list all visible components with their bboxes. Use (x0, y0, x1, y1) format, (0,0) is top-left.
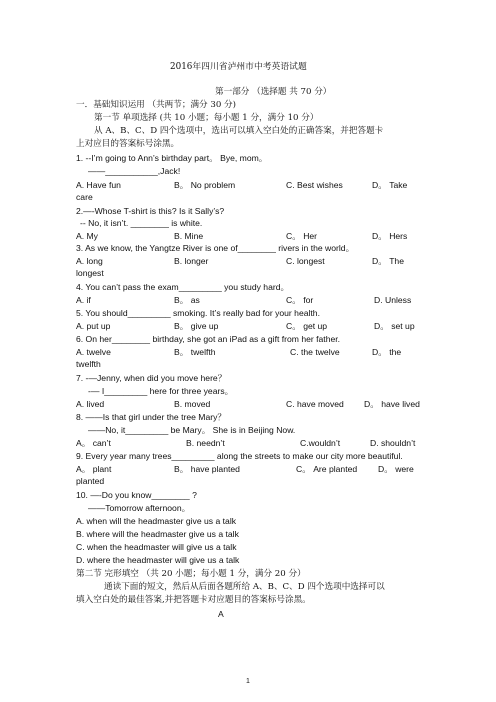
q1-option-b: B。 No problem (174, 180, 236, 190)
exam-title: 2016年四川省泸州市中考英语试题 (170, 62, 307, 72)
question-5: 5. You should_________ smoking. It’s really bad for your health. (76, 308, 320, 318)
question-7-response: -— I_________ here for three years。 (88, 386, 234, 396)
q5-option-d: D。 set up (374, 321, 415, 331)
question-1-response: ——___________,Jack! (88, 166, 181, 176)
q7-option-c: C. have moved (286, 399, 344, 409)
q8-option-b: B. needn’t (186, 438, 225, 448)
q3-option-d: D。 The (372, 256, 404, 266)
q5-option-c: C。 get up (286, 321, 328, 331)
question-6: 6. On her________ birthday, she got an iPad as a gift from her father. (76, 334, 341, 344)
q6-option-c: C. the twelve (290, 347, 340, 357)
question-1: 1. --I’m going to Ann’s birthday part。 Bye, mom。 (76, 153, 268, 163)
q6-option-d-continued: twelfth (76, 359, 101, 369)
question-3: 3. As we know, the Yangtze River is one of________ rivers in the world。 (76, 243, 355, 253)
q4-option-b: B。 as (174, 295, 200, 305)
q4-option-a: A. if (76, 295, 91, 305)
q3-option-c: C. longest (286, 256, 325, 266)
q9-option-a: A。 plant (76, 464, 112, 474)
q2-option-a: A. My (76, 231, 98, 241)
q9-option-c: C。 Are planted (296, 464, 358, 474)
q2-option-d: D。 Hers (372, 231, 408, 241)
question-8-response: ——No, it_________ be Mary。 She is in Beijing Now. (88, 425, 296, 435)
question-10: 10. —-Do you know________ ? (76, 490, 197, 500)
q10-option-a: A. when will the headmaster give us a talk (76, 516, 237, 526)
q9-option-d: D。 were (378, 464, 414, 474)
q6-option-a: A. twelve (76, 347, 111, 357)
q3-option-b: B. longer (174, 256, 209, 266)
section-two-instructions-2: 填入空白处的最佳答案,并把答题卡对应题目的答案标号涂黑。 (76, 595, 311, 605)
q1-option-d: D。 Take (372, 180, 408, 190)
q1-option-a: A. Have fun (76, 180, 121, 190)
question-2: 2.—-Whose T-shirt is this? Is it Sally’s? (76, 206, 225, 216)
q4-option-c: C。 for (286, 295, 314, 305)
question-8: 8. ——Is that girl under the tree Mary？ (76, 412, 226, 422)
q5-option-b: B。 give up (174, 321, 219, 331)
q7-option-d: D。 have lived (364, 399, 420, 409)
q2-option-c: C。 Her (286, 231, 318, 241)
q8-option-a: A。 can’t (76, 438, 111, 448)
question-9: 9. Every year many trees_________ along the streets to make our city more beautiful. (76, 451, 403, 461)
page-number: 1 (246, 678, 250, 685)
q5-option-a: A. put up (76, 321, 111, 331)
q6-option-b: B。 twelfth (174, 347, 216, 357)
question-2-response: -- No, it isn’t. ________ is white. (80, 218, 203, 228)
q10-option-d: D. where the headmaster will give us a talk (76, 555, 240, 565)
q7-option-a: A. lived (76, 399, 105, 409)
subsection-one-heading: 第一节 单项选择 (共 10 小题；每小题 1 分，满分 10 分） (94, 113, 319, 123)
q9-option-d-continued: planted (76, 476, 105, 486)
q3-option-a: A. long (76, 256, 103, 266)
q8-option-c: C.wouldn’t (300, 438, 341, 448)
q4-option-d: D. Unless (374, 295, 412, 305)
passage-label: A (218, 609, 224, 619)
section-two-heading: 第二节 完形填空 （共 20 小题；每小题 1 分，满分 20 分） (76, 569, 306, 579)
q7-option-b: B. moved (174, 399, 211, 409)
q6-option-d: D。 the (372, 347, 402, 357)
q10-option-b: B. where will the headmaster give us a talk (76, 529, 239, 539)
instructions-line-2: 上对应目的答案标号涂黑。 (76, 139, 180, 149)
q3-option-d-continued: longest (76, 268, 104, 278)
q10-option-c: C. when the headmaster will give us a talk (76, 542, 237, 552)
part-one-heading: 第一部分 （选择题 共 70 分） (215, 87, 332, 97)
q2-option-b: B. Mine (174, 231, 204, 241)
q1-option-d-continued: care (76, 192, 93, 202)
question-4: 4. You can’t pass the exam_________ you study hard。 (76, 282, 290, 292)
q9-option-b: B。 have planted (174, 464, 240, 474)
question-7: 7. -—Jenny, when did you move here？ (76, 373, 227, 383)
question-10-response: ——Tomorrow afternoon。 (88, 503, 191, 513)
section-one-heading: 一．基础知识运用 （共两节；满分 30 分) (76, 100, 236, 110)
instructions-line-1: 从 A、B、C、D 四个选项中，选出可以填入空白处的正确答案，并把答题卡 (94, 126, 384, 136)
section-two-instructions-1: 通读下面的短文，然后从后面各题所给 A、B、C、D 四个选项中选择可以 (104, 582, 385, 592)
q1-option-c: C. Best wishes (286, 180, 343, 190)
q8-option-d: D. shouldn’t (370, 438, 416, 448)
